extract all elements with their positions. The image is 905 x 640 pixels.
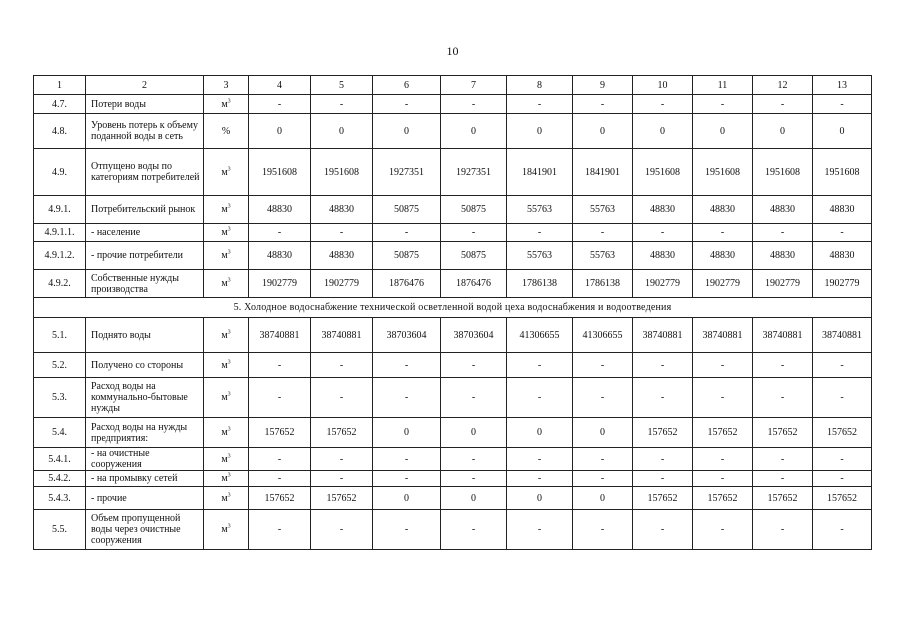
value-cell: -	[373, 224, 441, 242]
table-row	[34, 242, 872, 270]
row-unit	[204, 418, 249, 448]
value-cell: 1841901	[507, 149, 573, 196]
value-cell: 1902779	[813, 270, 872, 298]
value-cell: -	[249, 448, 311, 471]
value-cell: 48830	[693, 242, 753, 270]
unit-exponent: 3	[227, 492, 231, 499]
value-cell: -	[753, 353, 813, 378]
value-cell: 1902779	[753, 270, 813, 298]
value-cell: 1876476	[373, 270, 441, 298]
value-cell: -	[507, 353, 573, 378]
value-cell: 1902779	[633, 270, 693, 298]
column-header: 1	[34, 76, 86, 95]
column-header: 9	[573, 76, 633, 95]
value-cell: 0	[633, 114, 693, 149]
row-name: Потребительский рынок	[86, 196, 204, 224]
column-header: 8	[507, 76, 573, 95]
value-cell: 157652	[311, 418, 373, 448]
value-cell: 38703604	[373, 318, 441, 353]
row-name: Расход воды на нужды предприятия:	[86, 418, 204, 448]
table-row	[34, 270, 872, 298]
value-cell: -	[249, 510, 311, 550]
unit-text: м	[221, 329, 228, 341]
value-cell: 55763	[573, 242, 633, 270]
value-cell: 0	[573, 114, 633, 149]
value-cell: 48830	[249, 242, 311, 270]
value-cell: -	[441, 378, 507, 418]
table-row	[34, 149, 872, 196]
value-cell: -	[573, 448, 633, 471]
unit-exponent: 3	[227, 329, 231, 336]
row-code: 5.4.	[34, 418, 86, 448]
row-unit	[204, 149, 249, 196]
value-cell: 55763	[507, 242, 573, 270]
value-cell: -	[441, 95, 507, 114]
column-header: 12	[753, 76, 813, 95]
value-cell: 48830	[633, 242, 693, 270]
row-name: Отпущено воды по категориям потребителей	[86, 149, 204, 196]
value-cell: -	[693, 353, 753, 378]
value-cell: -	[507, 224, 573, 242]
value-cell: -	[249, 471, 311, 487]
value-cell: -	[373, 353, 441, 378]
value-cell: -	[249, 353, 311, 378]
value-cell: -	[441, 471, 507, 487]
value-cell: 50875	[373, 196, 441, 224]
unit-text: м	[221, 427, 228, 438]
value-cell: 1951608	[633, 149, 693, 196]
value-cell: 0	[507, 487, 573, 510]
value-cell: 48830	[813, 242, 872, 270]
table-row	[34, 418, 872, 448]
value-cell: 0	[373, 418, 441, 448]
value-cell: -	[311, 224, 373, 242]
unit-exponent: 3	[227, 472, 231, 479]
value-cell: 0	[249, 114, 311, 149]
row-name: Получено со стороны	[86, 353, 204, 378]
column-header: 6	[373, 76, 441, 95]
value-cell: -	[573, 224, 633, 242]
row-name: - на очистные сооружения	[86, 448, 204, 471]
row-unit	[204, 378, 249, 418]
value-cell: 38740881	[633, 318, 693, 353]
row-name: Расход воды на коммунально-бытовые нужды	[86, 378, 204, 418]
value-cell: -	[573, 353, 633, 378]
table-row	[34, 318, 872, 353]
value-cell: -	[507, 448, 573, 471]
unit-exponent: 3	[227, 391, 231, 398]
unit-exponent: 3	[227, 277, 231, 284]
value-cell: 1951608	[311, 149, 373, 196]
value-cell: -	[633, 378, 693, 418]
row-unit	[204, 353, 249, 378]
column-header: 3	[204, 76, 249, 95]
unit-exponent: 3	[227, 359, 231, 366]
value-cell: -	[249, 95, 311, 114]
unit-text: м	[221, 278, 228, 289]
value-cell: 1841901	[573, 149, 633, 196]
value-cell: -	[441, 448, 507, 471]
value-cell: -	[633, 353, 693, 378]
row-name: Поднято воды	[86, 318, 204, 353]
value-cell: 48830	[693, 196, 753, 224]
value-cell: 157652	[813, 418, 872, 448]
value-cell: 0	[507, 114, 573, 149]
value-cell: -	[573, 471, 633, 487]
value-cell: 55763	[507, 196, 573, 224]
value-cell: 48830	[311, 242, 373, 270]
value-cell: -	[753, 510, 813, 550]
value-cell: -	[373, 471, 441, 487]
value-cell: 1786138	[507, 270, 573, 298]
value-cell: 50875	[373, 242, 441, 270]
data-table	[33, 75, 872, 550]
row-unit	[204, 471, 249, 487]
value-cell: 1902779	[249, 270, 311, 298]
row-code: 5.4.3.	[34, 487, 86, 510]
row-unit	[204, 95, 249, 114]
unit-text: м	[221, 227, 228, 238]
column-header: 11	[693, 76, 753, 95]
value-cell: -	[373, 510, 441, 550]
value-cell: 0	[441, 114, 507, 149]
unit-exponent: 3	[227, 523, 231, 530]
row-name: Собственные нужды производства	[86, 270, 204, 298]
value-cell: 48830	[813, 196, 872, 224]
column-header: 5	[311, 76, 373, 95]
value-cell: -	[813, 448, 872, 471]
unit-text: м	[221, 250, 228, 261]
table-row	[34, 471, 872, 487]
row-unit	[204, 270, 249, 298]
value-cell: -	[813, 471, 872, 487]
unit-text: м	[221, 453, 228, 465]
value-cell: 0	[693, 114, 753, 149]
value-cell: 1902779	[693, 270, 753, 298]
value-cell: 1951608	[813, 149, 872, 196]
value-cell: 0	[753, 114, 813, 149]
value-cell: -	[813, 378, 872, 418]
value-cell: 157652	[753, 418, 813, 448]
table-row	[34, 353, 872, 378]
value-cell: -	[441, 510, 507, 550]
value-cell: 0	[373, 114, 441, 149]
table-row	[34, 448, 872, 471]
value-cell: -	[693, 471, 753, 487]
value-cell: 1951608	[693, 149, 753, 196]
value-cell: 0	[373, 487, 441, 510]
value-cell: -	[693, 378, 753, 418]
value-cell: 157652	[753, 487, 813, 510]
table-row	[34, 510, 872, 550]
row-code: 5.5.	[34, 510, 86, 550]
value-cell: 0	[507, 418, 573, 448]
row-name: - население	[86, 224, 204, 242]
value-cell: 48830	[249, 196, 311, 224]
row-code: 5.4.1.	[34, 448, 86, 471]
unit-text: м	[221, 492, 228, 504]
value-cell: 1951608	[753, 149, 813, 196]
value-cell: -	[373, 378, 441, 418]
row-code: 5.4.2.	[34, 471, 86, 487]
value-cell: -	[633, 224, 693, 242]
column-header: 10	[633, 76, 693, 95]
header-row	[34, 76, 872, 95]
section-row	[34, 298, 872, 318]
value-cell: 38703604	[441, 318, 507, 353]
value-cell: 157652	[633, 487, 693, 510]
unit-exponent: 3	[227, 453, 231, 460]
column-header: 2	[86, 76, 204, 95]
value-cell: -	[573, 510, 633, 550]
row-unit	[204, 242, 249, 270]
row-code: 4.9.2.	[34, 270, 86, 298]
value-cell: -	[373, 448, 441, 471]
value-cell: -	[693, 510, 753, 550]
value-cell: -	[813, 95, 872, 114]
row-name: - прочие	[86, 487, 204, 510]
value-cell: -	[813, 353, 872, 378]
column-header: 4	[249, 76, 311, 95]
value-cell: -	[311, 448, 373, 471]
value-cell: -	[633, 471, 693, 487]
unit-exponent: 3	[227, 249, 231, 256]
value-cell: 157652	[249, 487, 311, 510]
page-number: 10	[446, 44, 459, 58]
value-cell: -	[311, 510, 373, 550]
row-unit	[204, 448, 249, 471]
value-cell: -	[507, 471, 573, 487]
value-cell: -	[507, 510, 573, 550]
unit-exponent: 3	[227, 226, 231, 233]
value-cell: 157652	[693, 418, 753, 448]
row-name: Объем пропущенной воды через очистные сооружения	[86, 510, 204, 550]
value-cell: 55763	[573, 196, 633, 224]
value-cell: -	[441, 353, 507, 378]
value-cell: -	[633, 448, 693, 471]
value-cell: -	[311, 471, 373, 487]
value-cell: -	[633, 510, 693, 550]
row-unit	[204, 487, 249, 510]
value-cell: 157652	[633, 418, 693, 448]
row-unit	[204, 196, 249, 224]
value-cell: 38740881	[813, 318, 872, 353]
value-cell: 41306655	[573, 318, 633, 353]
table-row	[34, 114, 872, 149]
value-cell: 48830	[753, 242, 813, 270]
row-code: 5.1.	[34, 318, 86, 353]
value-cell: -	[507, 378, 573, 418]
value-cell: -	[249, 224, 311, 242]
value-cell: 38740881	[693, 318, 753, 353]
value-cell: 0	[573, 487, 633, 510]
value-cell: 1876476	[441, 270, 507, 298]
value-cell: 0	[813, 114, 872, 149]
value-cell: 38740881	[249, 318, 311, 353]
unit-text: м	[221, 98, 228, 110]
value-cell: 50875	[441, 242, 507, 270]
value-cell: -	[753, 471, 813, 487]
unit-exponent: 3	[227, 203, 231, 210]
table-row	[34, 95, 872, 114]
value-cell: -	[753, 95, 813, 114]
value-cell: 157652	[311, 487, 373, 510]
unit-text: м	[221, 204, 228, 215]
value-cell: -	[573, 95, 633, 114]
section-title: 5. Холодное водоснабжение технической осветленной водой цеха водоснабжения и водоотведения	[34, 298, 872, 318]
value-cell: 157652	[249, 418, 311, 448]
table-row	[34, 487, 872, 510]
row-unit	[204, 224, 249, 242]
row-code: 4.9.1.	[34, 196, 86, 224]
value-cell: 0	[573, 418, 633, 448]
value-cell: -	[753, 378, 813, 418]
row-code: 5.3.	[34, 378, 86, 418]
value-cell: 1927351	[373, 149, 441, 196]
value-cell: -	[311, 353, 373, 378]
row-unit	[204, 510, 249, 550]
value-cell: -	[693, 448, 753, 471]
row-code: 4.9.	[34, 149, 86, 196]
column-header: 13	[813, 76, 872, 95]
value-cell: 0	[441, 418, 507, 448]
value-cell: -	[249, 378, 311, 418]
unit-text: м	[221, 166, 228, 178]
row-name: - прочие потребители	[86, 242, 204, 270]
row-unit	[204, 318, 249, 353]
value-cell: -	[311, 378, 373, 418]
value-cell: 1951608	[249, 149, 311, 196]
value-cell: -	[573, 378, 633, 418]
value-cell: 50875	[441, 196, 507, 224]
table-row	[34, 196, 872, 224]
value-cell: -	[441, 224, 507, 242]
unit-exponent: 3	[227, 98, 231, 105]
value-cell: 0	[311, 114, 373, 149]
row-code: 4.7.	[34, 95, 86, 114]
value-cell: -	[693, 224, 753, 242]
unit-exponent: 3	[227, 426, 231, 433]
value-cell: 41306655	[507, 318, 573, 353]
row-code: 4.9.1.2.	[34, 242, 86, 270]
value-cell: -	[373, 95, 441, 114]
row-code: 4.9.1.1.	[34, 224, 86, 242]
value-cell: 48830	[633, 196, 693, 224]
unit-text: %	[221, 125, 231, 137]
row-code: 5.2.	[34, 353, 86, 378]
value-cell: 1927351	[441, 149, 507, 196]
value-cell: -	[753, 448, 813, 471]
row-code: 4.8.	[34, 114, 86, 149]
value-cell: 157652	[693, 487, 753, 510]
value-cell: -	[311, 95, 373, 114]
value-cell: -	[753, 224, 813, 242]
value-cell: 0	[441, 487, 507, 510]
value-cell: 48830	[753, 196, 813, 224]
value-cell: -	[507, 95, 573, 114]
table-row	[34, 224, 872, 242]
unit-text: м	[221, 473, 228, 484]
value-cell: 38740881	[311, 318, 373, 353]
column-header: 7	[441, 76, 507, 95]
unit-exponent: 3	[227, 166, 231, 173]
value-cell: -	[813, 510, 872, 550]
row-unit	[204, 114, 249, 149]
value-cell: -	[813, 224, 872, 242]
unit-text: м	[221, 524, 228, 535]
value-cell: 1902779	[311, 270, 373, 298]
value-cell: 38740881	[753, 318, 813, 353]
table-row	[34, 378, 872, 418]
row-name: Потери воды	[86, 95, 204, 114]
value-cell: 48830	[311, 196, 373, 224]
value-cell: 157652	[813, 487, 872, 510]
row-name: Уровень потерь к объему поданной воды в сеть	[86, 114, 204, 149]
unit-text: м	[221, 359, 228, 371]
row-name: - на промывку сетей	[86, 471, 204, 487]
unit-text: м	[221, 392, 228, 403]
value-cell: -	[693, 95, 753, 114]
value-cell: 1786138	[573, 270, 633, 298]
value-cell: -	[633, 95, 693, 114]
